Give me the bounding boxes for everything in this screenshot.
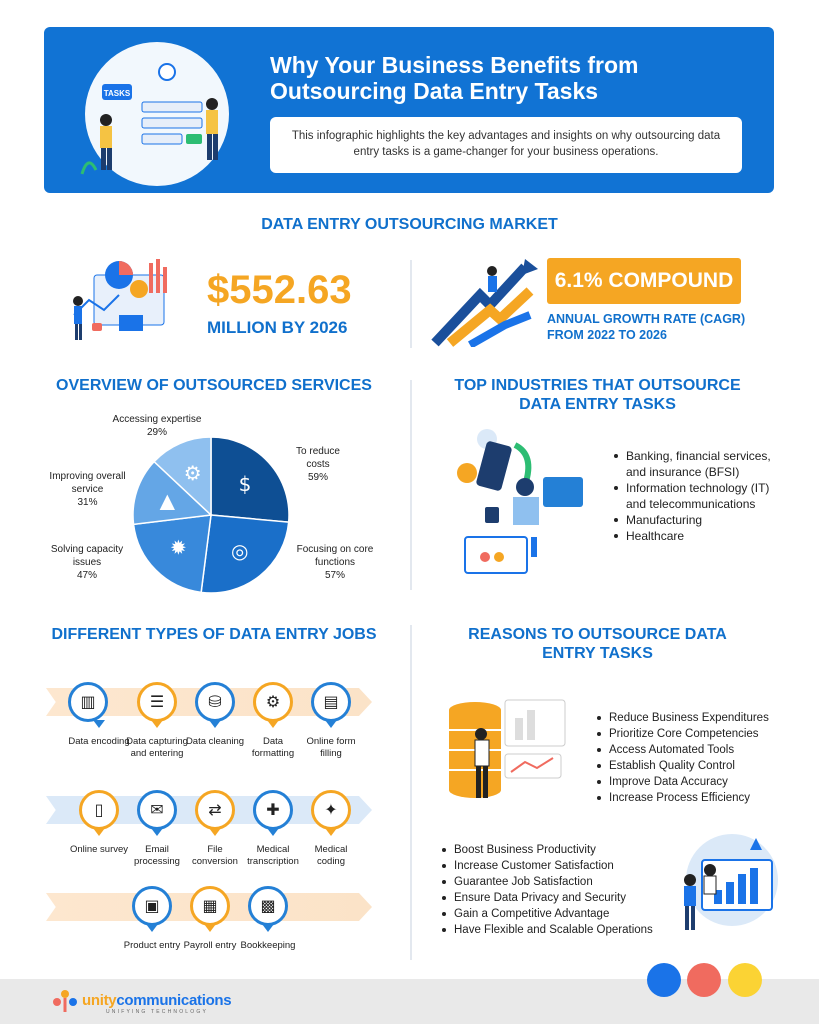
reasons-list-1 — [595, 710, 795, 806]
footer-dot-red — [687, 963, 721, 997]
reason-item: Ensure Data Privacy and Security — [440, 890, 670, 906]
job-label: Medical transcription — [247, 844, 299, 867]
doc-gear-icon: ⚙ — [253, 682, 293, 722]
reasons-list-2 — [440, 842, 670, 938]
target-icon: ◎ — [231, 538, 249, 563]
market-illustration — [64, 255, 194, 345]
reason-item: Prioritize Core Competencies — [595, 726, 795, 742]
reason-item: Increase Customer Satisfaction — [440, 858, 670, 874]
industries-section-title — [425, 376, 770, 414]
jobs-section-title: DIFFERENT TYPES OF DATA ENTRY JOBS — [51, 626, 377, 643]
box-icon: ▣ — [132, 886, 172, 926]
cagr-badge: 6.1% COMPOUND — [547, 258, 741, 304]
job-bookkeeping — [237, 886, 299, 952]
online-form-icon: ▤ — [311, 682, 351, 722]
pie-label-service-pct: 31% — [77, 497, 98, 508]
job-online-form — [300, 682, 362, 760]
unity-logo-icon — [52, 988, 78, 1014]
folder-convert-icon: ⇄ — [195, 790, 235, 830]
industries-list — [612, 448, 782, 544]
pie-label-core-pct: 57% — [324, 570, 345, 581]
job-label: Online survey — [69, 844, 129, 855]
page-description: This infographic highlights the key advantages and insights on why outsourcing data entry tasks is a game-changer for your business operations. — [270, 117, 742, 173]
job-payroll-entry — [179, 886, 241, 952]
job-label: Medical coding — [314, 844, 348, 867]
industry-item: Banking, financial services, and insurance (BFSI) — [612, 448, 782, 480]
job-label: Email processing — [134, 844, 180, 867]
reason-item: Establish Quality Control — [595, 758, 795, 774]
pie-label-core-text: Focusing on core functions — [296, 544, 374, 568]
job-file-conversion — [184, 790, 246, 868]
pie-label-costs — [283, 445, 353, 484]
job-label: Data formatting — [251, 736, 295, 759]
pie-label-expertise-pct: 29% — [146, 427, 167, 438]
job-label: Online form filling — [306, 736, 356, 759]
reasons-growth-illustration — [672, 830, 782, 935]
reason-item: Reduce Business Expenditures — [595, 710, 795, 726]
jobs-row-1 — [68, 682, 362, 760]
reason-item: Gain a Competitive Advantage — [440, 906, 670, 922]
pie-label-core — [295, 543, 375, 582]
medical-code-icon: ✦ — [311, 790, 351, 830]
job-data-formatting — [242, 682, 304, 760]
services-pie-chart — [132, 436, 290, 594]
reasons-title-line-1: REASONS TO OUTSOURCE DATA — [468, 626, 727, 643]
overview-section-title: OVERVIEW OF OUTSOURCED SERVICES — [56, 377, 372, 394]
job-label: Bookkeeping — [240, 940, 296, 951]
jobs-row-2 — [68, 790, 362, 868]
pie-label-capacity-text: Solving capacity issues — [50, 544, 124, 568]
industries-title-line-1: TOP INDUSTRIES THAT OUTSOURCE — [454, 377, 741, 394]
reasons-section-title — [425, 625, 770, 663]
overview-divider — [410, 380, 412, 590]
brand-name-part-2: communications — [116, 992, 232, 1009]
dollar-icon: $ — [238, 471, 252, 496]
pie-label-capacity — [42, 543, 132, 582]
brand-name — [82, 992, 231, 1009]
pie-label-expertise-text: Accessing expertise — [112, 414, 202, 425]
market-value-sub: MILLION BY 2026 — [207, 318, 348, 337]
pie-label-expertise — [102, 413, 212, 439]
payroll-icon: ▦ — [190, 886, 230, 926]
email-doc-icon: ✉ — [137, 790, 177, 830]
pie-label-service — [40, 470, 135, 509]
pie-label-service-text: Improving overall service — [49, 471, 126, 495]
reason-item: Have Flexible and Scalable Operations — [440, 922, 670, 938]
expert-gear-icon: ⚙ — [183, 460, 202, 485]
job-label: Payroll entry — [183, 940, 237, 951]
pie-label-costs-pct: 59% — [307, 472, 328, 483]
lightbulb-gear-icon: ✹ — [169, 535, 187, 560]
cagr-line-2: FROM 2022 TO 2026 — [547, 328, 667, 342]
job-product-entry — [121, 886, 183, 952]
industries-illustration — [445, 425, 595, 575]
tasks-tag: TASKS — [103, 89, 131, 98]
job-data-cleaning — [184, 682, 246, 760]
job-medical-coding — [300, 790, 362, 868]
brand-tagline: UNIFYING TECHNOLOGY — [106, 1009, 208, 1015]
job-data-encoding — [68, 682, 130, 760]
industry-item: Information technology (IT) and telecommunications — [612, 480, 782, 512]
job-label: File conversion — [192, 844, 238, 867]
header-illustration — [62, 34, 252, 190]
database-brush-icon: ⛁ — [195, 682, 235, 722]
job-label: Product entry — [123, 940, 181, 951]
phone-survey-icon: ▯ — [79, 790, 119, 830]
reason-item: Improve Data Accuracy — [595, 774, 795, 790]
market-value: $552.63 — [207, 268, 352, 312]
job-label: Data capturing and entering — [126, 736, 188, 759]
page-title: Why Your Business Benefits from Outsourcing Data Entry Tasks — [270, 52, 639, 104]
footer-dot-yellow — [728, 963, 762, 997]
industry-item: Manufacturing — [612, 512, 782, 528]
job-label: Data cleaning — [185, 736, 245, 747]
chart-up-icon: ▲ — [159, 488, 175, 513]
footer-dot-blue — [647, 963, 681, 997]
reason-item: Increase Process Efficiency — [595, 790, 795, 806]
growth-arrows-illustration — [430, 255, 540, 347]
reason-item: Access Automated Tools — [595, 742, 795, 758]
industry-item: Healthcare — [612, 528, 782, 544]
job-medical-transcription — [242, 790, 304, 868]
reasons-database-illustration — [445, 690, 595, 810]
reason-item: Boost Business Productivity — [440, 842, 670, 858]
pie-label-costs-text: To reduce costs — [296, 446, 340, 470]
industries-title-line-2: DATA ENTRY TASKS — [519, 396, 676, 413]
job-label: Data encoding — [68, 736, 130, 747]
market-divider — [410, 260, 412, 348]
market-section-title: DATA ENTRY OUTSOURCING MARKET — [261, 216, 558, 233]
brand-name-part-1: unity — [82, 992, 117, 1009]
jobs-divider — [410, 625, 412, 960]
form-hand-icon: ☰ — [137, 682, 177, 722]
reason-item: Guarantee Job Satisfaction — [440, 874, 670, 890]
pie-label-capacity-pct: 47% — [76, 570, 97, 581]
cagr-text — [547, 311, 745, 343]
cagr-line-1: ANNUAL GROWTH RATE (CAGR) — [547, 312, 746, 326]
job-data-capturing — [126, 682, 188, 760]
medical-doc-icon: ✚ — [253, 790, 293, 830]
job-email-processing — [126, 790, 188, 868]
calculator-icon: ▩ — [248, 886, 288, 926]
job-online-survey — [68, 790, 130, 868]
barcode-doc-icon: ▥ — [68, 682, 108, 722]
jobs-row-3 — [121, 886, 299, 952]
reasons-title-line-2: ENTRY TASKS — [542, 645, 653, 662]
